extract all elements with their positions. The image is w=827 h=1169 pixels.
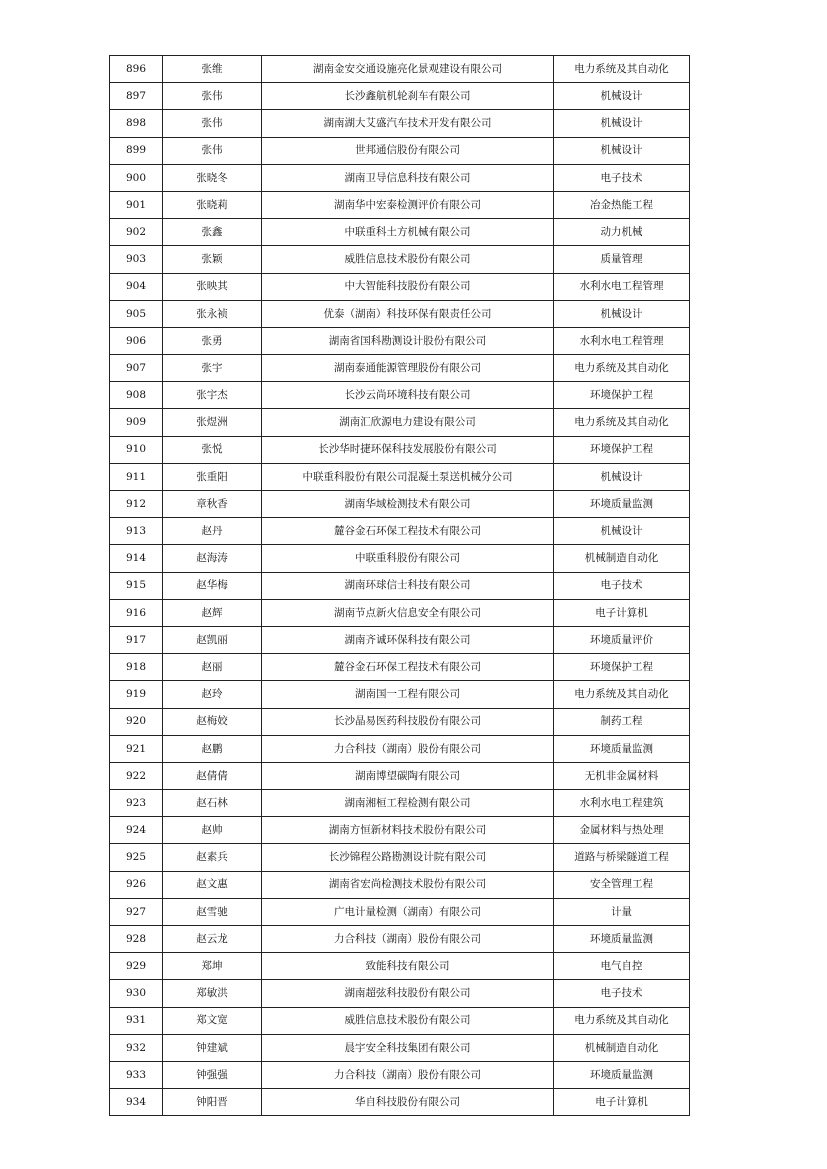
company-name-cell: 湖南华中宏泰检测评价有限公司 <box>262 191 554 218</box>
specialty-cell: 电子技术 <box>554 572 690 599</box>
table-row <box>110 980 690 1007</box>
table-row <box>110 491 690 518</box>
row-number-cell: 912 <box>110 491 163 518</box>
company-name-cell: 湖南省国科勘测设计股份有限公司 <box>262 327 554 354</box>
row-number-cell: 929 <box>110 953 163 980</box>
person-name-cell: 郑敏洪 <box>163 980 262 1007</box>
row-number-cell: 903 <box>110 246 163 273</box>
specialty-cell: 水利水电工程管理 <box>554 273 690 300</box>
table-row <box>110 953 690 980</box>
row-number-cell: 914 <box>110 545 163 572</box>
row-number-cell: 933 <box>110 1061 163 1088</box>
company-name-cell: 中大智能科技股份有限公司 <box>262 273 554 300</box>
company-name-cell: 湖南金安交通设施亮化景观建设有限公司 <box>262 56 554 83</box>
company-name-cell: 长沙华时捷环保科技发展股份有限公司 <box>262 436 554 463</box>
table-row <box>110 1034 690 1061</box>
person-name-cell: 赵梅姣 <box>163 708 262 735</box>
person-name-cell: 赵云龙 <box>163 926 262 953</box>
person-name-cell: 赵石林 <box>163 790 262 817</box>
company-name-cell: 中联重科股份有限公司混凝土泵送机械分公司 <box>262 463 554 490</box>
person-name-cell: 钟建斌 <box>163 1034 262 1061</box>
row-number-cell: 920 <box>110 708 163 735</box>
table-row <box>110 518 690 545</box>
row-number-cell: 905 <box>110 300 163 327</box>
table-row <box>110 191 690 218</box>
specialty-cell: 电气自控 <box>554 953 690 980</box>
row-number-cell: 915 <box>110 572 163 599</box>
person-name-cell: 张颖 <box>163 246 262 273</box>
person-name-cell: 张勇 <box>163 327 262 354</box>
person-name-cell: 赵丽 <box>163 654 262 681</box>
company-name-cell: 晨宇安全科技集团有限公司 <box>262 1034 554 1061</box>
company-name-cell: 长沙锦程公路勘测设计院有限公司 <box>262 844 554 871</box>
specialty-cell: 机械设计 <box>554 83 690 110</box>
specialty-cell: 环境保护工程 <box>554 436 690 463</box>
table-row <box>110 219 690 246</box>
person-name-cell: 钟强强 <box>163 1061 262 1088</box>
specialty-cell: 环境质量监测 <box>554 1061 690 1088</box>
specialty-cell: 环境质量监测 <box>554 735 690 762</box>
table-row <box>110 626 690 653</box>
company-name-cell: 湖南国一工程有限公司 <box>262 681 554 708</box>
table-row <box>110 708 690 735</box>
person-name-cell: 赵玲 <box>163 681 262 708</box>
row-number-cell: 897 <box>110 83 163 110</box>
table-row <box>110 572 690 599</box>
company-name-cell: 威胜信息技术股份有限公司 <box>262 1007 554 1034</box>
specialty-cell: 环境保护工程 <box>554 654 690 681</box>
company-name-cell: 湖南超弦科技股份有限公司 <box>262 980 554 1007</box>
row-number-cell: 922 <box>110 762 163 789</box>
row-number-cell: 934 <box>110 1089 163 1116</box>
table-row <box>110 463 690 490</box>
row-number-cell: 927 <box>110 898 163 925</box>
table-row <box>110 83 690 110</box>
row-number-cell: 918 <box>110 654 163 681</box>
person-name-cell: 张鑫 <box>163 219 262 246</box>
table-row <box>110 762 690 789</box>
specialty-cell: 电力系统及其自动化 <box>554 1007 690 1034</box>
person-name-cell: 郑文宽 <box>163 1007 262 1034</box>
specialty-cell: 机械设计 <box>554 137 690 164</box>
specialty-cell: 环境质量评价 <box>554 626 690 653</box>
table-row <box>110 436 690 463</box>
company-name-cell: 湖南方恒新材料技术股份有限公司 <box>262 817 554 844</box>
company-name-cell: 湖南齐诚环保科技有限公司 <box>262 626 554 653</box>
table-row <box>110 1089 690 1116</box>
row-number-cell: 898 <box>110 110 163 137</box>
specialty-cell: 计量 <box>554 898 690 925</box>
specialty-cell: 电子技术 <box>554 980 690 1007</box>
person-name-cell: 张宇 <box>163 355 262 382</box>
company-name-cell: 湖南节点新火信息安全有限公司 <box>262 599 554 626</box>
row-number-cell: 932 <box>110 1034 163 1061</box>
person-name-cell: 章秋香 <box>163 491 262 518</box>
specialty-cell: 水利水电工程建筑 <box>554 790 690 817</box>
company-name-cell: 湖南华域检测技术有限公司 <box>262 491 554 518</box>
row-number-cell: 926 <box>110 871 163 898</box>
row-number-cell: 924 <box>110 817 163 844</box>
company-name-cell: 力合科技（湖南）股份有限公司 <box>262 926 554 953</box>
company-name-cell: 致能科技有限公司 <box>262 953 554 980</box>
row-number-cell: 916 <box>110 599 163 626</box>
row-number-cell: 908 <box>110 382 163 409</box>
company-name-cell: 麓谷金石环保工程技术有限公司 <box>262 518 554 545</box>
company-name-cell: 湖南环球信士科技有限公司 <box>262 572 554 599</box>
row-number-cell: 899 <box>110 137 163 164</box>
row-number-cell: 901 <box>110 191 163 218</box>
person-name-cell: 张伟 <box>163 137 262 164</box>
company-name-cell: 世邦通信股份有限公司 <box>262 137 554 164</box>
person-name-cell: 赵辉 <box>163 599 262 626</box>
person-name-cell: 赵素兵 <box>163 844 262 871</box>
person-name-cell: 赵文惠 <box>163 871 262 898</box>
row-number-cell: 907 <box>110 355 163 382</box>
table-row <box>110 790 690 817</box>
row-number-cell: 904 <box>110 273 163 300</box>
person-name-cell: 赵雪驰 <box>163 898 262 925</box>
specialty-cell: 机械设计 <box>554 518 690 545</box>
specialty-cell: 无机非金属材料 <box>554 762 690 789</box>
person-name-cell: 张永祯 <box>163 300 262 327</box>
specialty-cell: 道路与桥梁隧道工程 <box>554 844 690 871</box>
company-name-cell: 力合科技（湖南）股份有限公司 <box>262 735 554 762</box>
specialty-cell: 电力系统及其自动化 <box>554 355 690 382</box>
row-number-cell: 925 <box>110 844 163 871</box>
company-name-cell: 湖南湘桓工程检测有限公司 <box>262 790 554 817</box>
table-row <box>110 898 690 925</box>
person-name-cell: 张维 <box>163 56 262 83</box>
table-row <box>110 300 690 327</box>
person-name-cell: 张晓莉 <box>163 191 262 218</box>
table-row <box>110 1061 690 1088</box>
row-number-cell: 909 <box>110 409 163 436</box>
table-row <box>110 246 690 273</box>
specialty-cell: 电力系统及其自动化 <box>554 56 690 83</box>
company-name-cell: 力合科技（湖南）股份有限公司 <box>262 1061 554 1088</box>
row-number-cell: 923 <box>110 790 163 817</box>
specialty-cell: 机械制造自动化 <box>554 1034 690 1061</box>
row-number-cell: 906 <box>110 327 163 354</box>
specialty-cell: 环境保护工程 <box>554 382 690 409</box>
table-row <box>110 654 690 681</box>
company-name-cell: 湖南省宏尚检测技术股份有限公司 <box>262 871 554 898</box>
company-name-cell: 优泰（湖南）科技环保有限责任公司 <box>262 300 554 327</box>
row-number-cell: 928 <box>110 926 163 953</box>
specialty-cell: 电子计算机 <box>554 1089 690 1116</box>
specialty-cell: 电子技术 <box>554 164 690 191</box>
person-name-cell: 赵华梅 <box>163 572 262 599</box>
specialty-cell: 电力系统及其自动化 <box>554 681 690 708</box>
company-name-cell: 中联重科土方机械有限公司 <box>262 219 554 246</box>
table-row <box>110 926 690 953</box>
company-name-cell: 华自科技股份有限公司 <box>262 1089 554 1116</box>
specialty-cell: 金属材料与热处理 <box>554 817 690 844</box>
specialty-cell: 机械设计 <box>554 110 690 137</box>
specialty-cell: 机械设计 <box>554 463 690 490</box>
person-name-cell: 张煜洲 <box>163 409 262 436</box>
table-row <box>110 382 690 409</box>
row-number-cell: 921 <box>110 735 163 762</box>
row-number-cell: 900 <box>110 164 163 191</box>
table-row <box>110 545 690 572</box>
table-row <box>110 137 690 164</box>
specialty-cell: 环境质量监测 <box>554 926 690 953</box>
table-row <box>110 735 690 762</box>
row-number-cell: 902 <box>110 219 163 246</box>
table-row <box>110 327 690 354</box>
company-name-cell: 湖南湖大艾盛汽车技术开发有限公司 <box>262 110 554 137</box>
specialty-cell: 质量管理 <box>554 246 690 273</box>
company-name-cell: 长沙云尚环境科技有限公司 <box>262 382 554 409</box>
table-row <box>110 355 690 382</box>
specialty-cell: 机械设计 <box>554 300 690 327</box>
person-name-cell: 赵丹 <box>163 518 262 545</box>
person-name-cell: 张悦 <box>163 436 262 463</box>
row-number-cell: 911 <box>110 463 163 490</box>
company-name-cell: 湖南博望碳陶有限公司 <box>262 762 554 789</box>
table-row <box>110 599 690 626</box>
company-name-cell: 广电计量检测（湖南）有限公司 <box>262 898 554 925</box>
specialty-cell: 动力机械 <box>554 219 690 246</box>
table-row <box>110 844 690 871</box>
specialty-cell: 电力系统及其自动化 <box>554 409 690 436</box>
table-row <box>110 871 690 898</box>
specialty-cell: 安全管理工程 <box>554 871 690 898</box>
table-row <box>110 273 690 300</box>
row-number-cell: 930 <box>110 980 163 1007</box>
specialty-cell: 机械制造自动化 <box>554 545 690 572</box>
company-name-cell: 麓谷金石环保工程技术有限公司 <box>262 654 554 681</box>
person-name-cell: 赵海涛 <box>163 545 262 572</box>
person-name-cell: 赵凯丽 <box>163 626 262 653</box>
company-name-cell: 湖南汇欣源电力建设有限公司 <box>262 409 554 436</box>
specialty-cell: 环境质量监测 <box>554 491 690 518</box>
person-name-cell: 张映其 <box>163 273 262 300</box>
specialty-cell: 水利水电工程管理 <box>554 327 690 354</box>
person-name-cell: 张晓冬 <box>163 164 262 191</box>
company-name-cell: 中联重科股份有限公司 <box>262 545 554 572</box>
row-number-cell: 931 <box>110 1007 163 1034</box>
roster-table <box>109 55 690 1116</box>
specialty-cell: 制药工程 <box>554 708 690 735</box>
company-name-cell: 湖南泰通能源管理股份有限公司 <box>262 355 554 382</box>
company-name-cell: 威胜信息技术股份有限公司 <box>262 246 554 273</box>
person-name-cell: 钟阳晋 <box>163 1089 262 1116</box>
table-row <box>110 409 690 436</box>
person-name-cell: 张宇杰 <box>163 382 262 409</box>
person-name-cell: 赵鹏 <box>163 735 262 762</box>
table-row <box>110 817 690 844</box>
person-name-cell: 张伟 <box>163 110 262 137</box>
person-name-cell: 张伟 <box>163 83 262 110</box>
specialty-cell: 冶金热能工程 <box>554 191 690 218</box>
row-number-cell: 910 <box>110 436 163 463</box>
person-name-cell: 赵倩倩 <box>163 762 262 789</box>
person-name-cell: 郑坤 <box>163 953 262 980</box>
person-name-cell: 赵帅 <box>163 817 262 844</box>
table-row <box>110 110 690 137</box>
row-number-cell: 913 <box>110 518 163 545</box>
table-row <box>110 56 690 83</box>
company-name-cell: 长沙晶易医药科技股份有限公司 <box>262 708 554 735</box>
row-number-cell: 896 <box>110 56 163 83</box>
roster-body <box>110 56 690 1116</box>
company-name-cell: 长沙鑫航机轮刹车有限公司 <box>262 83 554 110</box>
row-number-cell: 919 <box>110 681 163 708</box>
specialty-cell: 电子计算机 <box>554 599 690 626</box>
table-row <box>110 681 690 708</box>
table-row <box>110 1007 690 1034</box>
row-number-cell: 917 <box>110 626 163 653</box>
table-row <box>110 164 690 191</box>
company-name-cell: 湖南卫导信息科技有限公司 <box>262 164 554 191</box>
person-name-cell: 张重阳 <box>163 463 262 490</box>
